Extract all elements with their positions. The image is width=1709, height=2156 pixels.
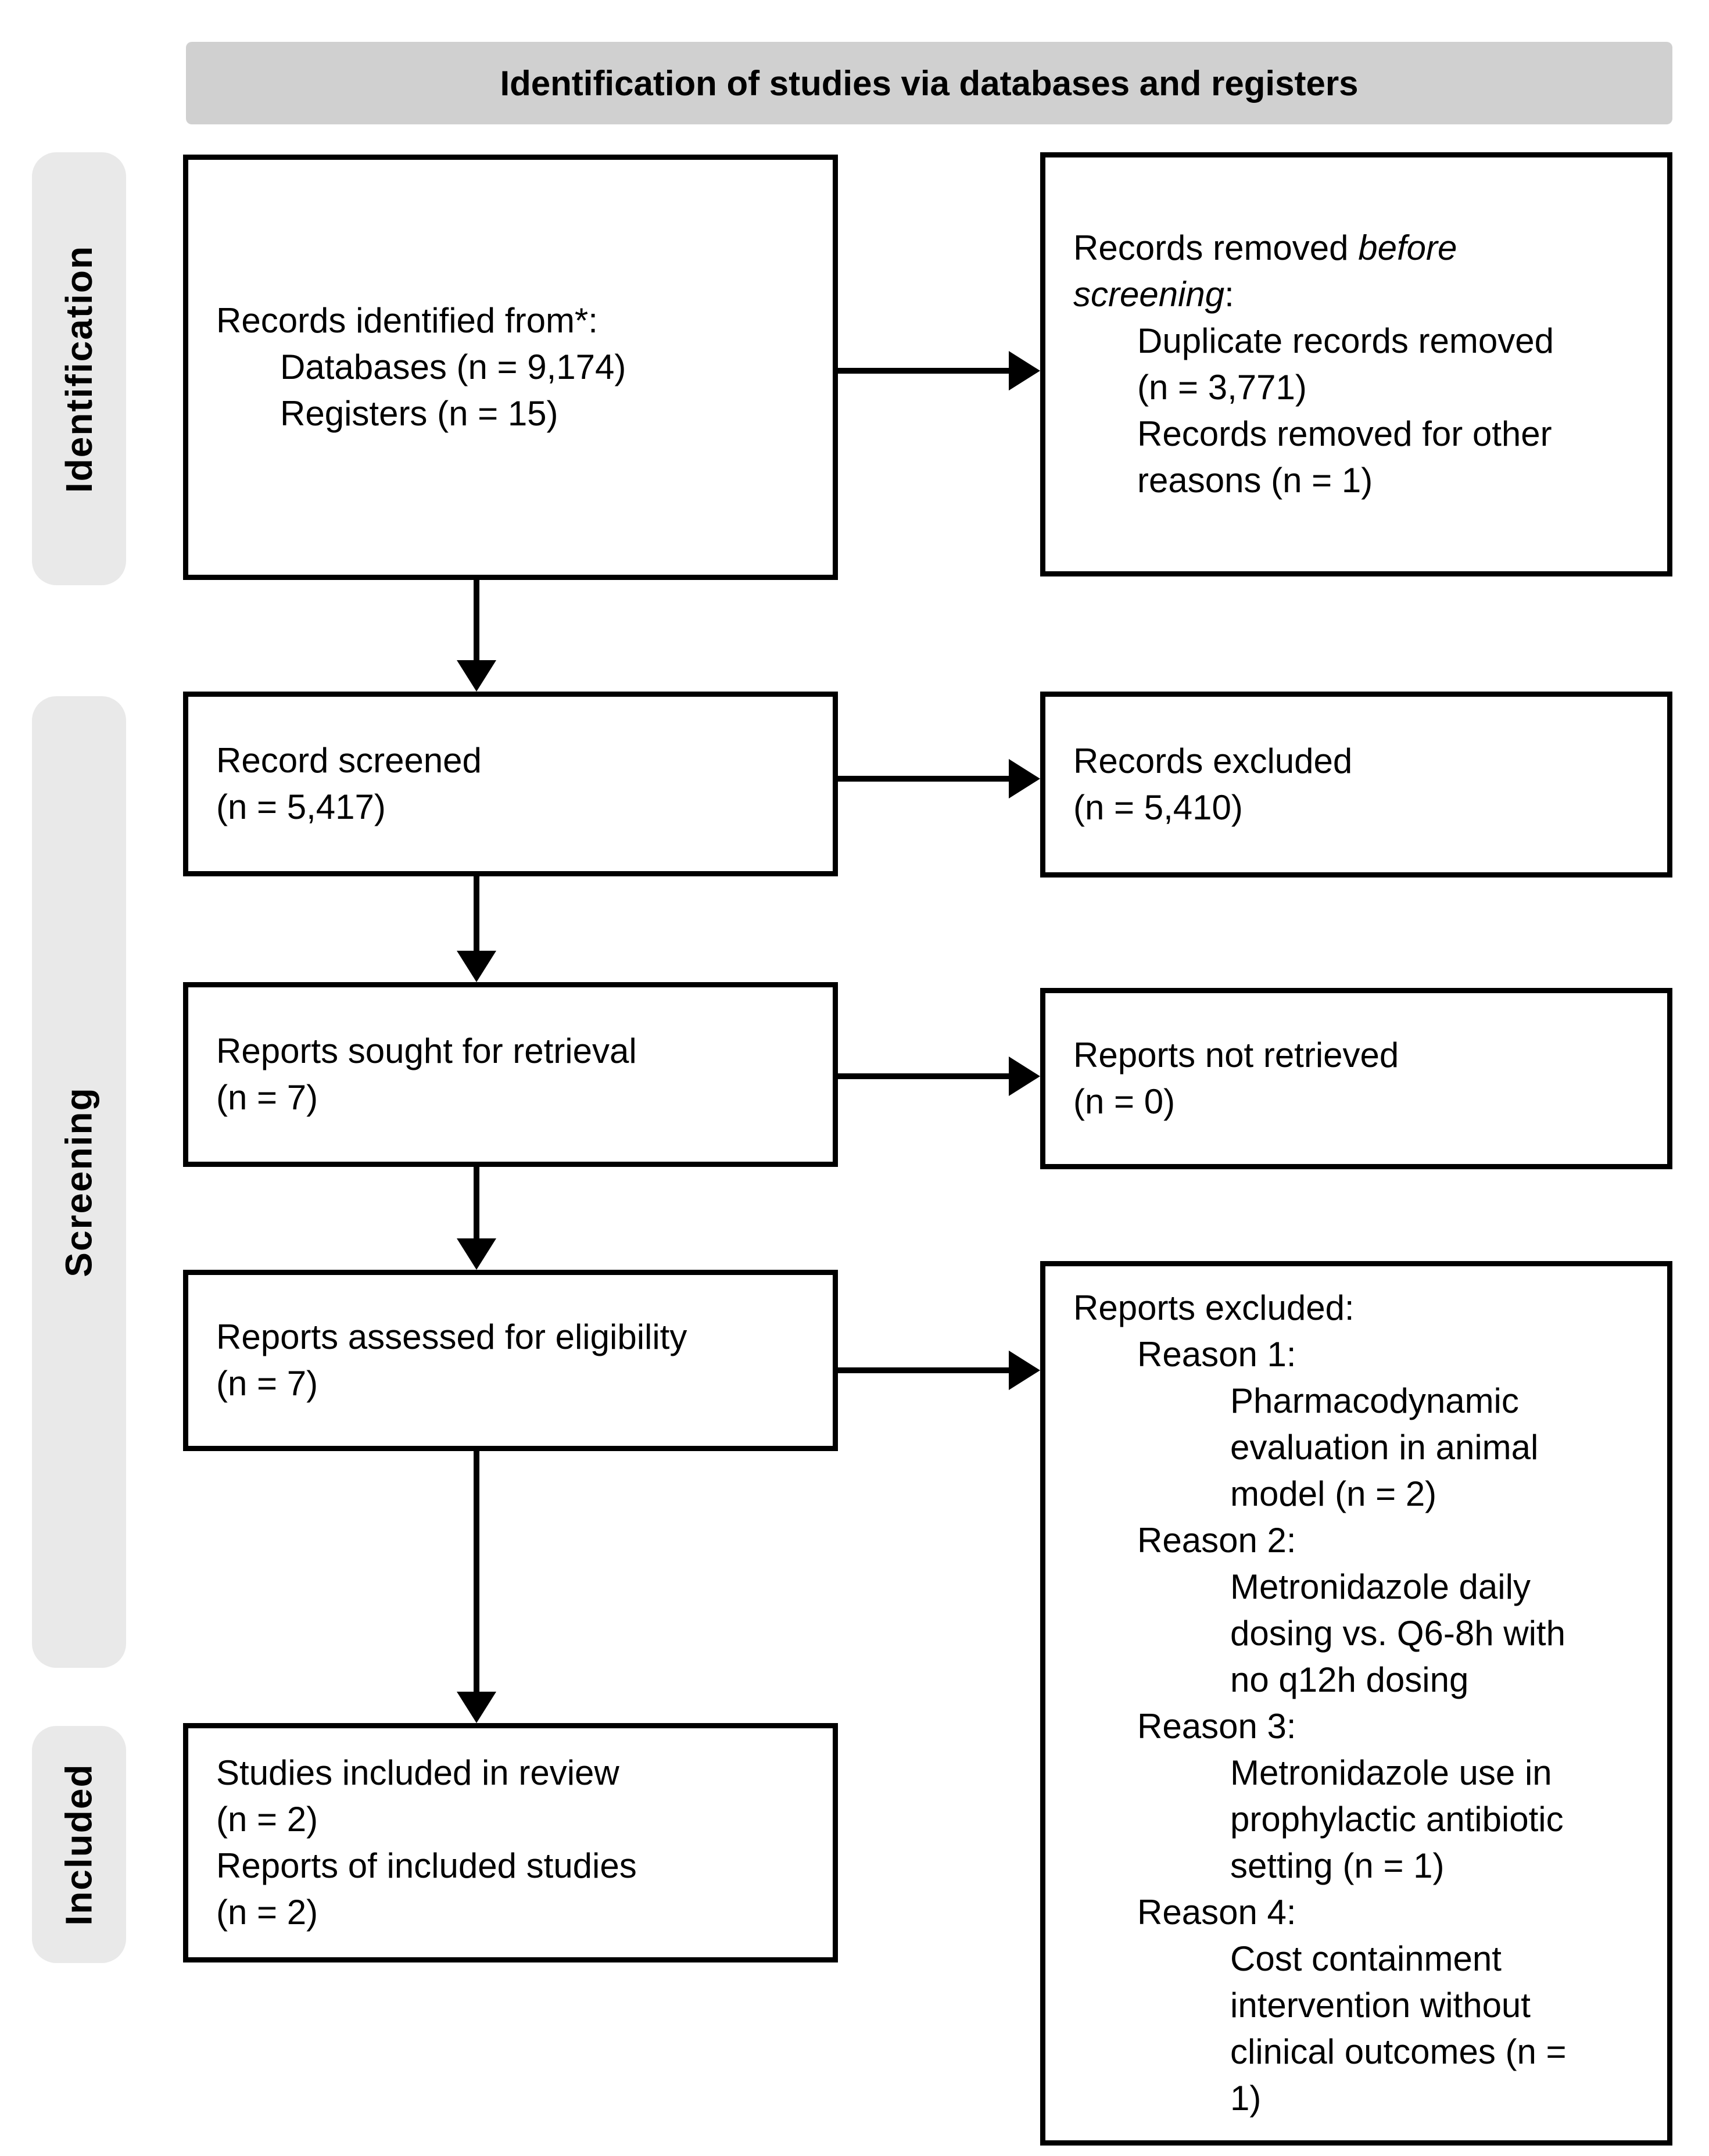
- reports-sought-box: [183, 982, 838, 1167]
- box-text-line: (n = 7): [216, 1078, 318, 1117]
- box-text-line: Cost containment: [1230, 1939, 1502, 1978]
- box-text-line: reasons (n = 1): [1137, 461, 1373, 500]
- box-text-line: (n = 0): [1073, 1082, 1176, 1121]
- box-text-line: screening:: [1073, 275, 1234, 314]
- records-identified-box: [183, 155, 838, 580]
- box-text-line: Records identified from*:: [216, 301, 598, 340]
- box-text-line: Record screened: [216, 741, 482, 780]
- records-excluded-box: [1040, 692, 1672, 878]
- studies-included-box: [183, 1723, 838, 1962]
- box-text-line: Reason 3:: [1137, 1707, 1296, 1746]
- arrow-down-icon: [474, 1167, 479, 1240]
- box-text-line: dosing vs. Q6-8h with: [1230, 1614, 1565, 1653]
- box-text-line: (n = 2): [216, 1893, 318, 1932]
- box-text-line: model (n = 2): [1230, 1474, 1437, 1513]
- arrow-right-icon: [838, 1367, 1010, 1373]
- box-text-line: Reports not retrieved: [1073, 1036, 1399, 1075]
- reports-not-retrieved-box: [1040, 988, 1672, 1169]
- box-text-line: (n = 3,771): [1137, 368, 1307, 407]
- box-text-line: (n = 5,417): [216, 787, 386, 826]
- arrow-right-icon: [838, 1073, 1010, 1079]
- box-text-line: Reports of included studies: [216, 1846, 637, 1885]
- header-banner: [186, 42, 1672, 124]
- box-text-line: intervention without: [1230, 1986, 1531, 2025]
- stage-tab-included: [32, 1726, 126, 1963]
- stage-label-identification: Identification: [58, 245, 100, 493]
- box-text-line: Reports sought for retrieval: [216, 1032, 637, 1070]
- box-text-line: 1): [1230, 2079, 1262, 2118]
- box-text-line: setting (n = 1): [1230, 1846, 1445, 1885]
- box-text-line: Studies included in review: [216, 1753, 619, 1792]
- box-text-line: Metronidazole daily: [1230, 1567, 1531, 1606]
- box-text-line: Reports assessed for eligibility: [216, 1317, 687, 1356]
- arrow-down-icon: [474, 580, 479, 661]
- box-text-line: Reason 2:: [1137, 1521, 1296, 1560]
- box-text-line: Databases (n = 9,174): [280, 348, 626, 386]
- box-text-line: Reason 1:: [1137, 1335, 1296, 1374]
- stage-label-screening: Screening: [58, 1087, 100, 1277]
- box-text-line: (n = 7): [216, 1364, 318, 1403]
- reports-excluded-box: [1040, 1261, 1672, 2146]
- box-text-line: Reports excluded:: [1073, 1288, 1355, 1327]
- box-text-line: Records removed before: [1073, 228, 1457, 267]
- stage-label-included: Included: [58, 1763, 100, 1926]
- box-text-line: Registers (n = 15): [280, 394, 558, 433]
- arrow-right-icon: [838, 776, 1010, 782]
- box-text-line: clinical outcomes (n =: [1230, 2032, 1567, 2071]
- box-text-line: prophylactic antibiotic: [1230, 1800, 1564, 1839]
- box-text-line: no q12h dosing: [1230, 1660, 1469, 1699]
- box-text-line: Records removed for other: [1137, 414, 1552, 453]
- box-text-line: (n = 5,410): [1073, 788, 1243, 827]
- reports-assessed-box: [183, 1270, 838, 1451]
- box-text-line: Reason 4:: [1137, 1893, 1296, 1932]
- box-text-line: Records excluded: [1073, 742, 1353, 780]
- records-removed-box: [1040, 152, 1672, 576]
- header-title: Identification of studies via databases and registers: [500, 63, 1359, 103]
- arrow-down-icon: [474, 1451, 479, 1693]
- box-text-line: (n = 2): [216, 1800, 318, 1839]
- box-text-line: evaluation in animal: [1230, 1428, 1539, 1467]
- stage-tab-screening: [32, 696, 126, 1668]
- arrow-right-icon: [838, 368, 1010, 374]
- box-text-line: Duplicate records removed: [1137, 321, 1554, 360]
- stage-tab-identification: [32, 152, 126, 585]
- box-text-line: Metronidazole use in: [1230, 1753, 1552, 1792]
- box-text-line: Pharmacodynamic: [1230, 1381, 1519, 1420]
- arrow-down-icon: [474, 876, 479, 952]
- records-screened-box: [183, 692, 838, 876]
